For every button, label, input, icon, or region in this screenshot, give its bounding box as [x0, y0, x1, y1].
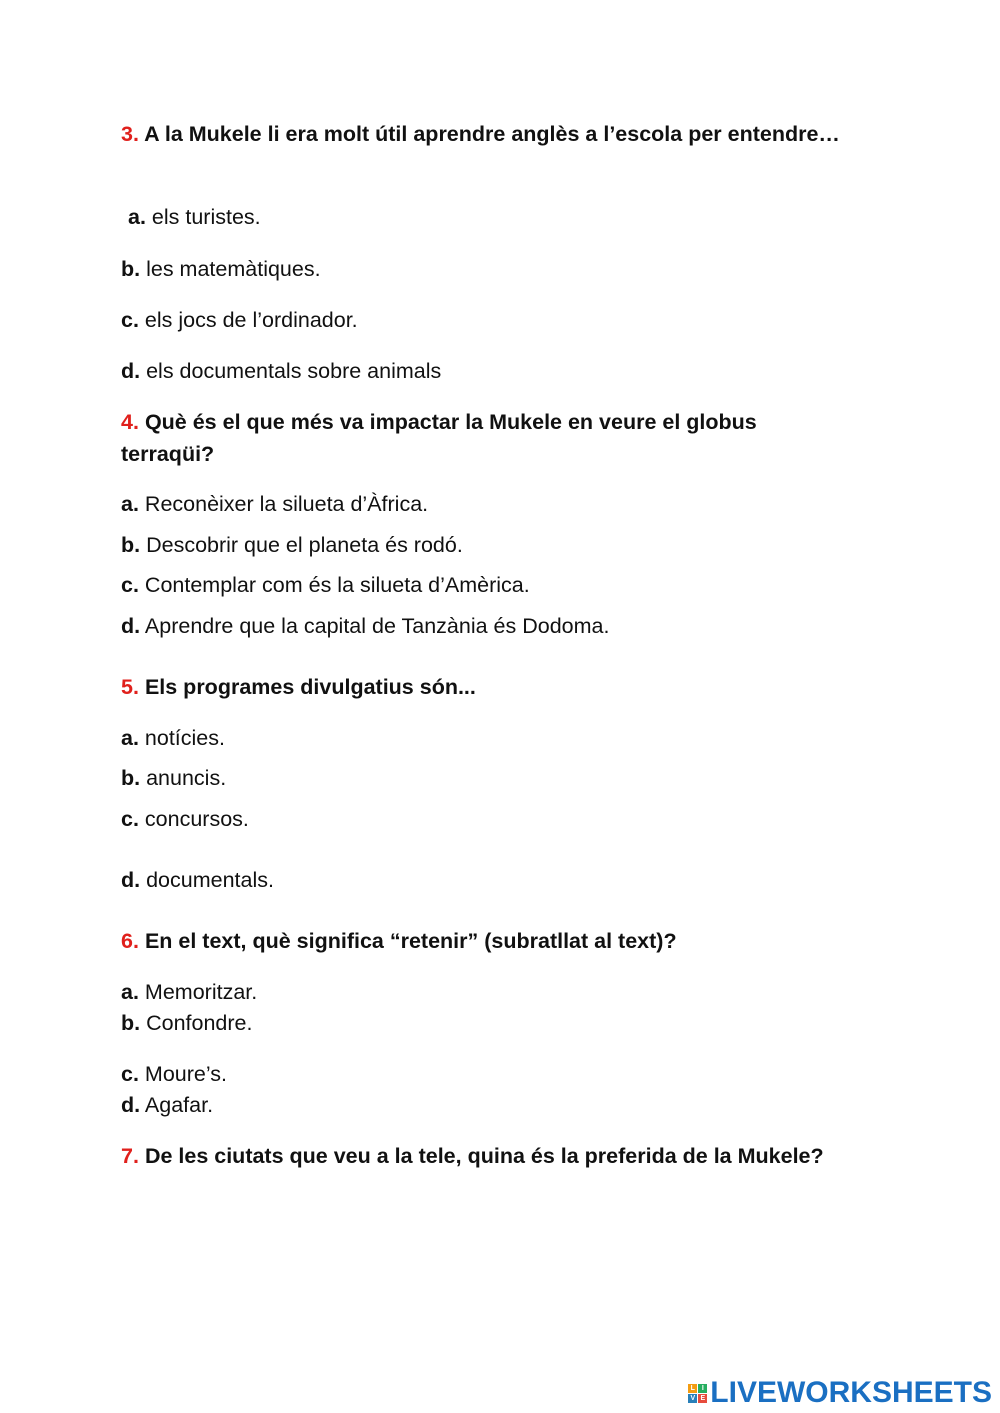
logo-mark-v: V: [688, 1394, 697, 1403]
question-text: En el text, què significa “retenir” (subratllat al text)?: [144, 929, 677, 953]
option-text: Contemplar com és la silueta d’Amèrica.: [144, 573, 530, 597]
option-letter: b.: [121, 533, 141, 557]
option-text: Reconèixer la silueta d’Àfrica.: [144, 492, 429, 516]
option-text: concursos.: [144, 807, 249, 831]
option-text: Confondre.: [146, 1011, 253, 1035]
option-6b: [121, 1007, 841, 1039]
option-letter: b.: [121, 766, 141, 790]
option-text: els jocs de l’ordinador.: [144, 308, 358, 332]
option-3c: [121, 304, 841, 336]
option-3a: [128, 201, 848, 233]
option-letter: c.: [121, 308, 139, 332]
question-number: 6: [121, 929, 133, 953]
option-4c: [121, 569, 841, 601]
option-letter: b.: [121, 257, 141, 281]
option-letter: a.: [121, 980, 139, 1004]
option-3b: [121, 253, 841, 285]
option-letter: d.: [121, 359, 141, 383]
question-text: Els programes divulgatius són...: [144, 675, 476, 699]
option-5b: [121, 762, 841, 794]
question-3: 3. A la Mukele li era molt útil aprendre anglès a l’escola per entendre…: [121, 122, 840, 146]
option-letter: a.: [121, 492, 139, 516]
question-text: A la Mukele li era molt útil aprendre anglès a l’escola per entendre…: [144, 122, 840, 146]
logo-mark-l: L: [688, 1384, 697, 1393]
question-5: 5. Els programes divulgatius són...: [121, 675, 476, 699]
question-number: 5: [121, 675, 133, 699]
option-text: notícies.: [144, 726, 225, 750]
option-5c: [121, 803, 841, 835]
question-number: 4: [121, 410, 133, 434]
option-letter: a.: [121, 726, 139, 750]
logo-mark-i: I: [698, 1384, 707, 1393]
question-number: 3: [121, 122, 133, 146]
option-3d: [121, 355, 841, 387]
option-4b: [121, 529, 841, 561]
option-text: els documentals sobre animals: [146, 359, 442, 383]
logo-mark-e: E: [698, 1394, 707, 1403]
option-4d: [121, 610, 841, 642]
question-4: 4. Què és el que més va impactar la Mukele en veure el globus terraqüi?: [121, 410, 757, 466]
option-letter: d.: [121, 614, 141, 638]
option-letter: a.: [128, 205, 146, 229]
question-text: De les ciutats que veu a la tele, quina és la preferida de la Mukele?: [144, 1144, 824, 1168]
logo-text: LIVEWORKSHEETS: [710, 1376, 992, 1409]
question-text: Què és el que més va impactar la Mukele en veure el globus terraqüi?: [121, 410, 757, 466]
option-6a: [121, 976, 841, 1008]
option-letter: d.: [121, 868, 141, 892]
option-letter: d.: [121, 1093, 141, 1117]
option-letter: c.: [121, 1062, 139, 1086]
option-text: Agafar.: [144, 1093, 214, 1117]
option-5a: [121, 722, 841, 754]
liveworksheets-logo: [688, 1375, 992, 1411]
option-letter: b.: [121, 1011, 141, 1035]
question-6: 6. En el text, què significa “retenir” (subratllat al text)?: [121, 929, 677, 953]
option-text: Moure’s.: [144, 1062, 227, 1086]
option-4a: [121, 488, 841, 520]
option-text: les matemàtiques.: [146, 257, 321, 281]
option-text: els turistes.: [151, 205, 261, 229]
option-text: Memoritzar.: [144, 980, 258, 1004]
option-text: Aprendre que la capital de Tanzània és Dodoma.: [144, 614, 610, 638]
option-text: documentals.: [146, 868, 274, 892]
option-6c: [121, 1058, 841, 1090]
question-7: 7. De les ciutats que veu a la tele, quina és la preferida de la Mukele?: [121, 1144, 824, 1168]
option-5d: [121, 864, 841, 896]
logo-mark-icon: [688, 1384, 707, 1403]
option-letter: c.: [121, 573, 139, 597]
question-number: 7: [121, 1144, 133, 1168]
option-6d: [121, 1089, 841, 1121]
option-letter: c.: [121, 807, 139, 831]
option-text: anuncis.: [146, 766, 227, 790]
option-text: Descobrir que el planeta és rodó.: [146, 533, 463, 557]
